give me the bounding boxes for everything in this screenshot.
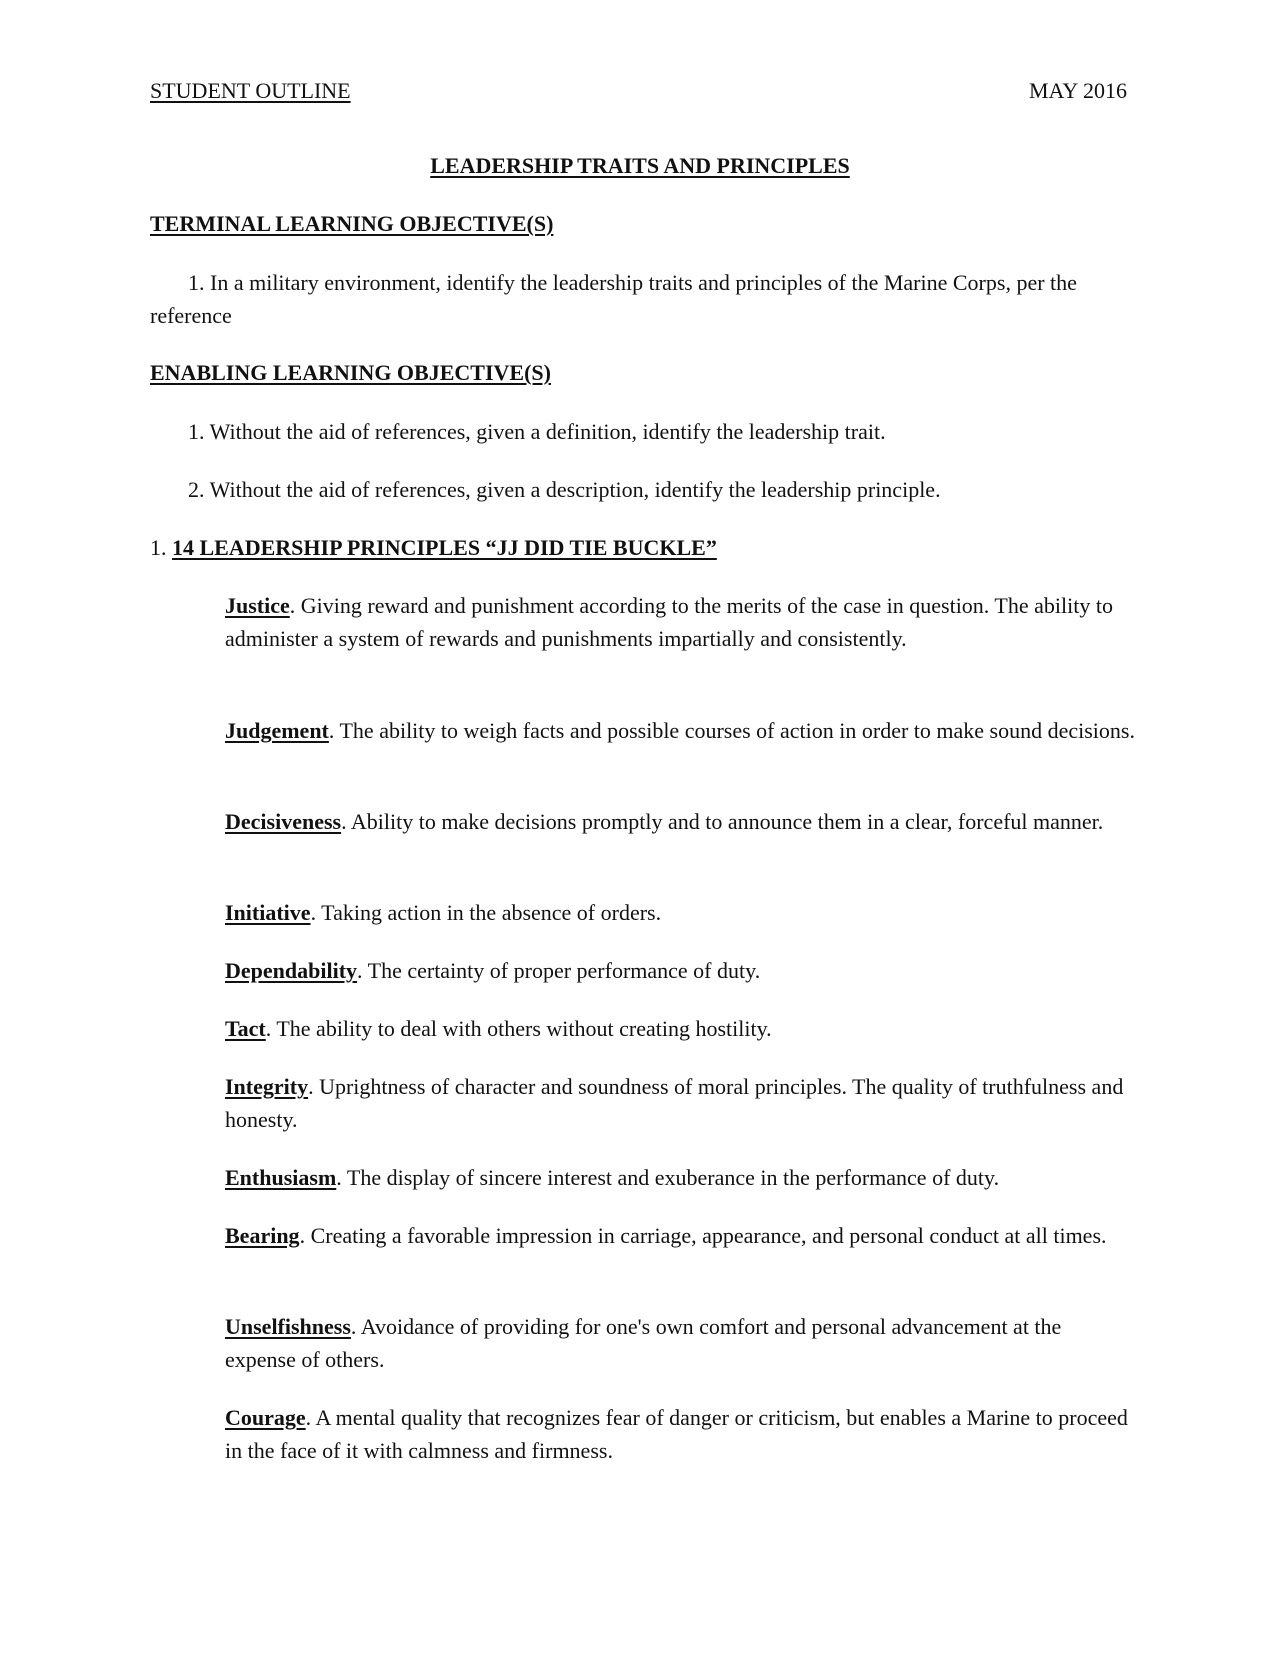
trait-term: Enthusiasm (225, 1165, 337, 1190)
section-heading (150, 531, 717, 564)
header-date: MAY 2016 (1028, 78, 1127, 103)
trait-definition: . Uprightness of character and soundness of moral principles. The quality of truthfulness and honesty. (225, 1074, 1124, 1132)
trait-term: Judgement (225, 718, 329, 743)
trait-definition: . A mental quality that recognizes fear of danger or criticism, but enables a Marine to proceed in the face of it with calmness and firmness. (225, 1405, 1128, 1463)
document-title: LEADERSHIP TRAITS AND PRINCIPLES (430, 153, 850, 178)
terminal-objective-item: 1. In a military environment, identify the leadership traits and principles of the Marine Corps, per the reference (150, 270, 1077, 328)
trait-decisiveness (225, 805, 1135, 838)
trait-dependability (225, 954, 1135, 987)
trait-initiative (225, 896, 1135, 929)
trait-definition: . Taking action in the absence of orders. (310, 900, 662, 925)
trait-definition: . The ability to weigh facts and possible courses of action in order to make sound decisions. (328, 718, 1135, 743)
trait-term: Decisiveness (225, 809, 342, 834)
trait-definition: . The certainty of proper performance of duty. (357, 958, 761, 983)
trait-integrity (225, 1070, 1135, 1136)
trait-definition: . The ability to deal with others without creating hostility. (265, 1016, 772, 1041)
trait-definition: . Giving reward and punishment according to the merits of the case in question. The ability to administer a system of rewards and punishments impartially and consistently. (225, 593, 1113, 651)
trait-term: Integrity (225, 1074, 309, 1099)
trait-term: Initiative (225, 900, 311, 925)
trait-justice (225, 589, 1135, 655)
trait-definition: . Avoidance of providing for one's own comfort and personal advancement at the expense of others. (225, 1314, 1062, 1372)
enabling-objectives-heading: ENABLING LEARNING OBJECTIVE(S) (150, 360, 551, 385)
trait-definition: . Creating a favorable impression in carriage, appearance, and personal conduct at all times. (299, 1223, 1107, 1248)
section-number: 1. (150, 535, 172, 560)
header-left: STUDENT OUTLINE (150, 78, 351, 103)
trait-term: Justice (225, 593, 290, 618)
enabling-objective-item: 1. Without the aid of references, given a definition, identify the leadership trait. (188, 419, 886, 444)
enabling-objective-item: 2. Without the aid of references, given a description, identify the leadership principle. (188, 477, 941, 502)
trait-bearing (225, 1219, 1135, 1252)
trait-definition: . The display of sincere interest and exuberance in the performance of duty. (336, 1165, 1000, 1190)
trait-term: Tact (225, 1016, 266, 1041)
terminal-objectives-heading: TERMINAL LEARNING OBJECTIVE(S) (150, 211, 554, 236)
trait-courage (225, 1401, 1135, 1467)
trait-judgement (225, 714, 1135, 747)
document-title-wrap (0, 149, 1280, 182)
trait-term: Unselfishness (225, 1314, 351, 1339)
trait-term: Dependability (225, 958, 358, 983)
trait-tact (225, 1012, 1135, 1045)
trait-term: Courage (225, 1405, 306, 1430)
trait-term: Bearing (225, 1223, 300, 1248)
trait-definition: . Ability to make decisions promptly and to announce them in a clear, forceful manner. (341, 809, 1104, 834)
trait-enthusiasm (225, 1161, 1135, 1194)
trait-unselfishness (225, 1310, 1135, 1376)
section-title: 14 LEADERSHIP PRINCIPLES “JJ DID TIE BUCKLE” (172, 535, 717, 560)
